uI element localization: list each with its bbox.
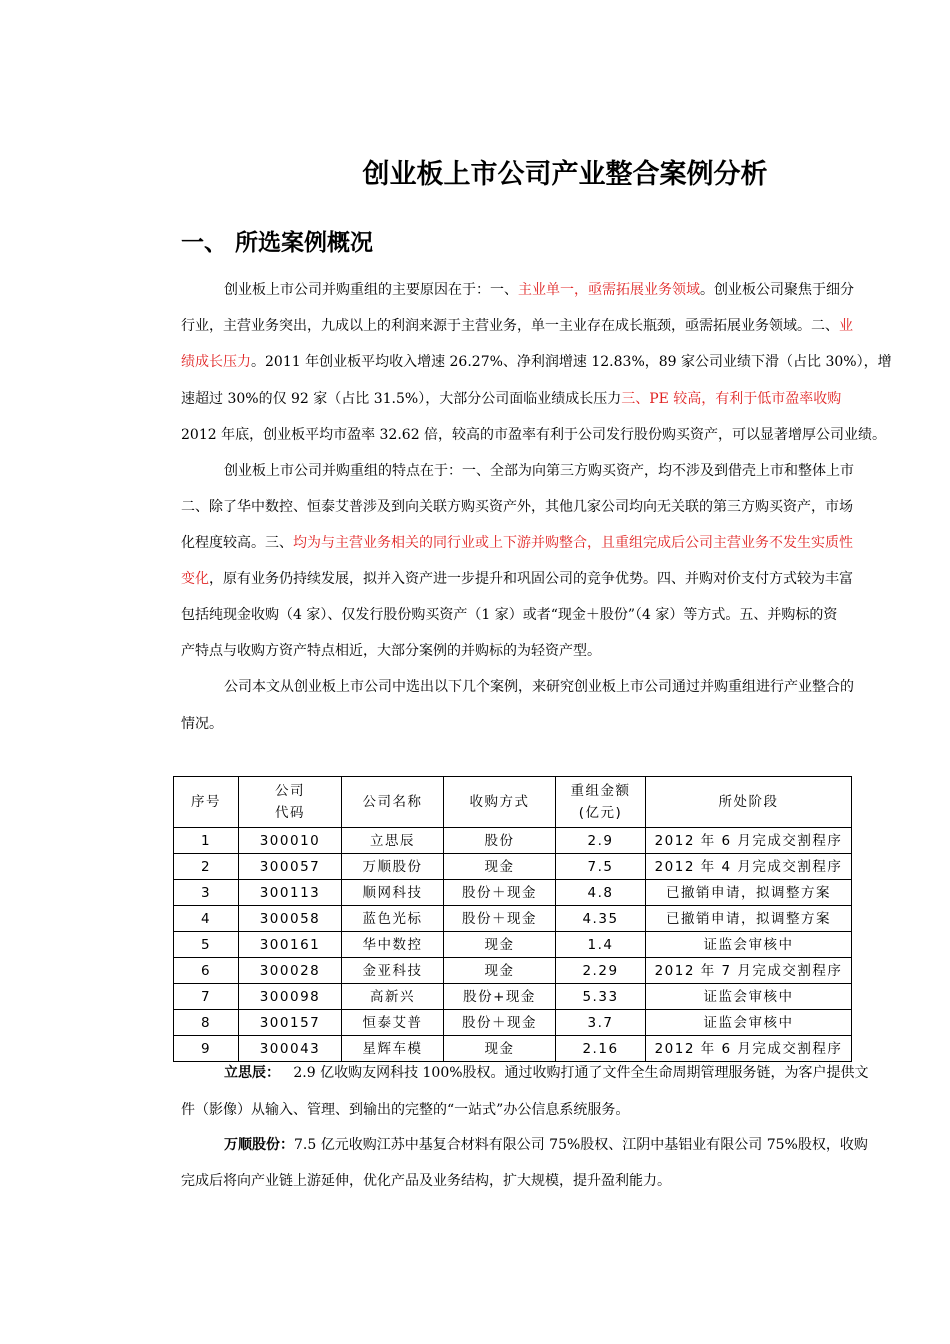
paragraph-1-line-4 [181, 389, 841, 409]
cell: 300028 [239, 958, 342, 984]
cell: 3 [174, 880, 239, 906]
paragraph-1-line-2 [181, 316, 853, 336]
cell: 证监会审核中 [646, 932, 852, 958]
paragraph-2-line-2: 二、除了华中数控、恒泰艾普涉及到向关联方购买资产外，其他几家公司均向无关联的第三方购买资产，市场 [181, 499, 853, 515]
highlight-text: 业 [839, 318, 853, 334]
header-stage: 所处阶段 [646, 777, 852, 828]
cell: 1.4 [556, 932, 646, 958]
cell: 2012 年 6 月完成交割程序 [646, 828, 852, 854]
cell: 2 [174, 854, 239, 880]
table-row [174, 1036, 852, 1062]
cell: 已撤销申请，拟调整方案 [646, 880, 852, 906]
cell: 蓝色光标 [342, 906, 444, 932]
cell: 300058 [239, 906, 342, 932]
text-run: 2.9 亿收购友网科技 100%股权。通过收购打通了文件全生命周期管理服务链，为客户提供文 [293, 1065, 869, 1081]
table-row [174, 906, 852, 932]
text-run: 速超过 30%的仅 92 家（占比 31.5%），大部分公司面临业绩成长压力 [181, 391, 622, 407]
paragraph-1-line-3 [181, 352, 892, 372]
cell: 4 [174, 906, 239, 932]
cases-table [173, 776, 852, 1062]
cell: 股份＋现金 [444, 880, 556, 906]
table-row [174, 1010, 852, 1036]
section-heading: 一、 所选案例概况 [181, 230, 374, 256]
table-row [174, 932, 852, 958]
paragraph-2-line-1: 创业板上市公司并购重组的特点在于：一、全部为向第三方购买资产，均不涉及到借壳上市和整体上市 [224, 463, 854, 479]
cell: 5.33 [556, 984, 646, 1010]
cell: 2012 年 7 月完成交割程序 [646, 958, 852, 984]
cell: 证监会审核中 [646, 984, 852, 1010]
table-header-row [174, 777, 852, 828]
cell: 证监会审核中 [646, 1010, 852, 1036]
cell: 现金 [444, 1036, 556, 1062]
text-run: 行业，主营业务突出，九成以上的利润来源于主营业务，单一主业存在成长瓶颈，亟需拓展业务领域。二、 [181, 318, 839, 334]
paragraph-2-line-3 [181, 533, 853, 553]
header-code-line-1: 公司 [275, 783, 305, 799]
cell: 300057 [239, 854, 342, 880]
cell: 顺网科技 [342, 880, 444, 906]
cell: 现金 [444, 958, 556, 984]
cell: 300098 [239, 984, 342, 1010]
text-run: ，原有业务仍持续发展，拟并入资产进一步提升和巩固公司的竞争优势。四、并购对价支付方式较为丰富 [209, 571, 853, 587]
table-row [174, 958, 852, 984]
paragraph-2-line-5: 包括纯现金收购（4 家）、仅发行股份购买资产（1 家）或者“现金＋股份”（4 家）等方式。五、并购标的资 [181, 607, 838, 623]
cell: 2012 年 6 月完成交割程序 [646, 1036, 852, 1062]
case-company-name: 万顺股份： [224, 1137, 294, 1153]
cell: 已撤销申请，拟调整方案 [646, 906, 852, 932]
cell: 立思辰 [342, 828, 444, 854]
text-run: 7.5 亿元收购江苏中基复合材料有限公司 75%股权、江阴中基铝业有限公司 75%股权，收购 [294, 1137, 868, 1153]
cell: 6 [174, 958, 239, 984]
highlight-text: 三、PE 较高，有利于低市盈率收购 [621, 391, 842, 407]
cell: 华中数控 [342, 932, 444, 958]
highlight-text: 绩成长压力 [181, 354, 251, 370]
table-row [174, 984, 852, 1010]
case-1-line-1 [224, 1063, 869, 1083]
cell: 300043 [239, 1036, 342, 1062]
table-row [174, 854, 852, 880]
text-run: 。2011 年创业板平均收入增速 26.27%、净利润增速 12.83%，89 家公司业绩下滑（占比 30%），增 [251, 354, 892, 370]
header-amount [556, 777, 646, 828]
case-2-line-1 [224, 1135, 868, 1155]
cell: 星辉车模 [342, 1036, 444, 1062]
cell: 5 [174, 932, 239, 958]
table-row [174, 828, 852, 854]
header-code-line-2: 代码 [275, 805, 305, 821]
cell: 7.5 [556, 854, 646, 880]
header-method: 收购方式 [444, 777, 556, 828]
highlight-text: 变化 [181, 571, 209, 587]
cell: 1 [174, 828, 239, 854]
text-run: 创业板上市公司并购重组的主要原因在于：一、 [224, 282, 518, 298]
paragraph-2-line-4 [181, 569, 853, 589]
cell: 4.8 [556, 880, 646, 906]
paragraph-3-line-1: 公司本文从创业板上市公司中选出以下几个案例，来研究创业板上市公司通过并购重组进行产业整合的 [224, 679, 854, 695]
case-company-name: 立思辰： [224, 1065, 280, 1081]
paragraph-2-line-6: 产特点与收购方资产特点相近，大部分案例的并购标的为轻资产型。 [181, 643, 601, 659]
cell: 2.9 [556, 828, 646, 854]
header-amount-line-2: (亿元) [578, 805, 623, 821]
cell: 2.16 [556, 1036, 646, 1062]
text-run: 化程度较高。三、 [181, 535, 293, 551]
paragraph-1-line-1 [224, 280, 854, 300]
table-row [174, 880, 852, 906]
cell: 金亚科技 [342, 958, 444, 984]
header-amount-line-1: 重组金额 [570, 783, 631, 799]
cell: 2.29 [556, 958, 646, 984]
cell: 300113 [239, 880, 342, 906]
cell: 股份＋现金 [444, 1010, 556, 1036]
cell: 300157 [239, 1010, 342, 1036]
paragraph-1-line-5: 2012 年底，创业板平均市盈率 32.62 倍，较高的市盈率有利于公司发行股份购买资产，可以显著增厚公司业绩。 [181, 427, 887, 443]
cell: 300010 [239, 828, 342, 854]
paragraph-3-line-2: 情况。 [181, 716, 223, 732]
cell: 高新兴 [342, 984, 444, 1010]
cell: 万顺股份 [342, 854, 444, 880]
page-title: 创业板上市公司产业整合案例分析 [362, 159, 768, 190]
cell: 现金 [444, 854, 556, 880]
cell: 7 [174, 984, 239, 1010]
header-company-name: 公司名称 [342, 777, 444, 828]
highlight-text: 均为与主营业务相关的同行业或上下游并购整合，且重组完成后公司主营业务不发生实质性 [293, 535, 853, 551]
header-code [239, 777, 342, 828]
cell: 现金 [444, 932, 556, 958]
header-index: 序号 [174, 777, 239, 828]
text-run: 。创业板公司聚焦于细分 [700, 282, 854, 298]
case-1-line-2: 件（影像）从输入、管理、到输出的完整的“一站式”办公信息系统服务。 [181, 1102, 630, 1118]
cell: 股份 [444, 828, 556, 854]
case-2-line-2: 完成后将向产业链上游延伸，优化产品及业务结构，扩大规模，提升盈利能力。 [181, 1173, 671, 1189]
cell: 股份＋现金 [444, 906, 556, 932]
highlight-text: 主业单一，亟需拓展业务领域 [518, 282, 700, 298]
cell: 300161 [239, 932, 342, 958]
cell: 股份+现金 [444, 984, 556, 1010]
cell: 9 [174, 1036, 239, 1062]
cell: 2012 年 4 月完成交割程序 [646, 854, 852, 880]
cell: 4.35 [556, 906, 646, 932]
cell: 3.7 [556, 1010, 646, 1036]
cell: 恒泰艾普 [342, 1010, 444, 1036]
cell: 8 [174, 1010, 239, 1036]
